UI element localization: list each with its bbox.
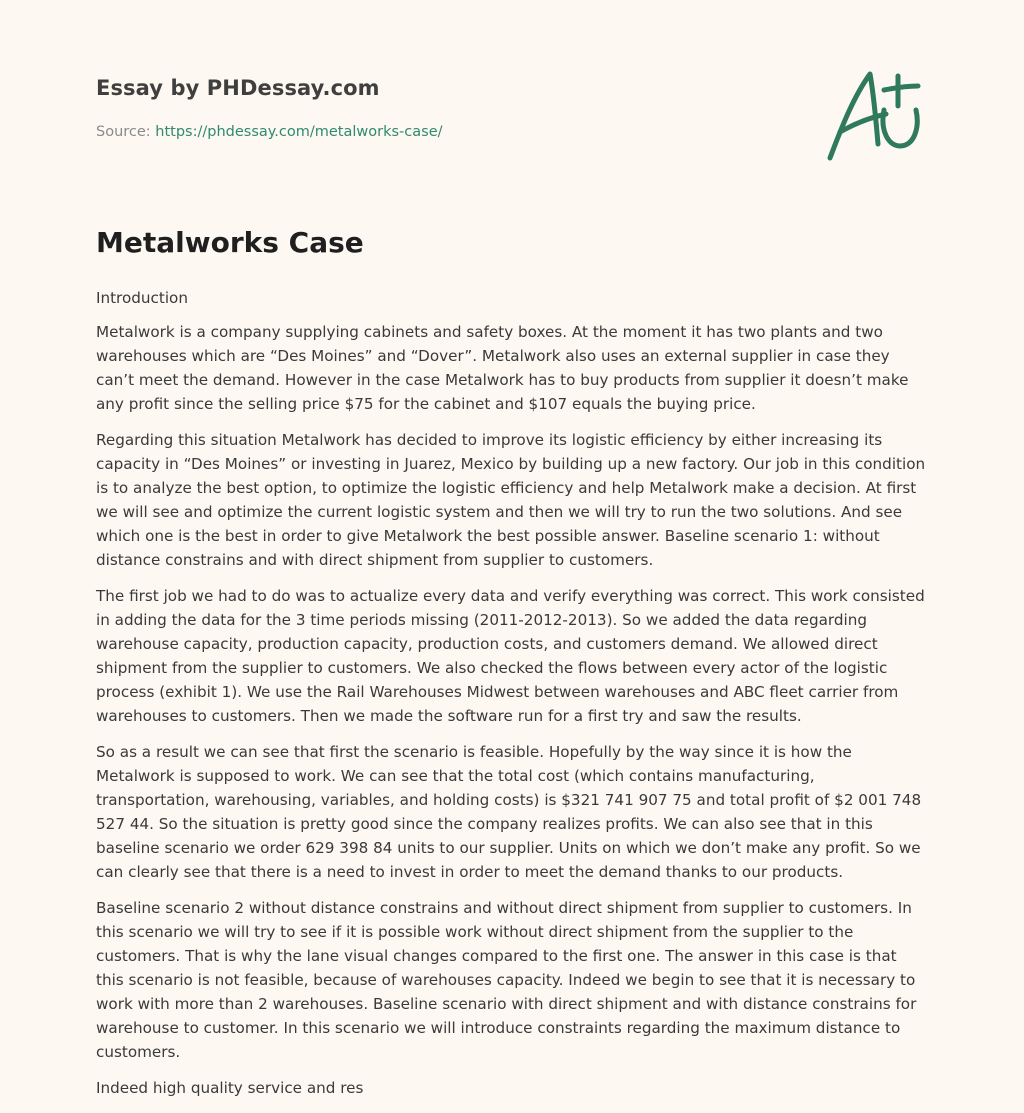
essay-paragraph: Baseline scenario 2 without distance constrains and without direct shipment from supplier to customers. In this scenario we will try to see if it is possible work without direct shipment from the supplier to the customers. That is why the lane visual changes compared to the first one. The answer in this case is that this scenario is not feasible, because of warehouses capacity. Indeed we begin to see that it is necessary to work with more than 2 warehouses. Baseline scenario with direct shipment and with distance constrains for warehouse to customer. In this scenario we will introduce constraints regarding the maximum distance to customers. [96,899,917,1061]
essay-paragraph: Metalwork is a company supplying cabinets and safety boxes. At the moment it has two plants and two warehouses which are “Des Moines” and “Dover”. Metalwork also uses an external supplier in case they can’t meet the demand. However in the case Metalwork has to buy products from supplier it doesn’t make any profit since the selling price $75 for the cabinet and $107 equals the buying price. [96,323,909,413]
source-line [96,124,443,140]
essay-paragraph: So as a result we can see that first the scenario is feasible. Hopefully by the way since it is how the Metalwork is supposed to work. We can see that the total cost (which contains manufacturing, transportation, warehousing, variables, and holding costs) is $321 741 907 75 and total profit of $2 001 748 527 44. So the situation is pretty good since the company realizes profits. We can also see that in this baseline scenario we order 629 398 84 units to our supplier. Units on which we don’t make any profit. So we can clearly see that there is a need to invest in order to meet the demand thanks to our products. [96,743,922,881]
a-plus-grade-icon [820,66,930,166]
essay-title: Metalworks Case [96,226,364,259]
essay-paragraph: Introduction [96,289,188,307]
essay-paragraph: Regarding this situation Metalwork has decided to improve its logistic efficiency by either increasing its capacity in “Des Moines” or investing in Juarez, Mexico by building up a new factory. Our job in this condition is to analyze the best option, to optimize the logistic efficiency and help Metalwork make a decision. At first we will see and optimize the current logistic system and then we will try to run the two solutions. And see which one is the best in order to give Metalwork the best possible answer. Baseline scenario 1: without distance constrains and with direct shipment from supplier to customers. [96,431,926,569]
essay-paragraph: Indeed high quality service and res [96,1079,364,1097]
source-label: Source: [96,124,151,140]
essay-body [96,286,928,1112]
source-link[interactable]: https://phdessay.com/metalworks-case/ [155,124,443,140]
brand-title: Essay by PHDessay.com [96,76,380,100]
essay-paragraph: The first job we had to do was to actualize every data and verify everything was correct. This work consisted in adding the data for the 3 time periods missing (2011-2012-2013). So we added the data regarding warehouse capacity, production capacity, production costs, and customers demand. We allowed direct shipment from the supplier to customers. We also checked the flows between every actor of the logistic process (exhibit 1). We use the Rail Warehouses Midwest between warehouses and ABC fleet carrier from warehouses to customers. Then we made the software run for a first try and saw the results. [96,587,925,725]
